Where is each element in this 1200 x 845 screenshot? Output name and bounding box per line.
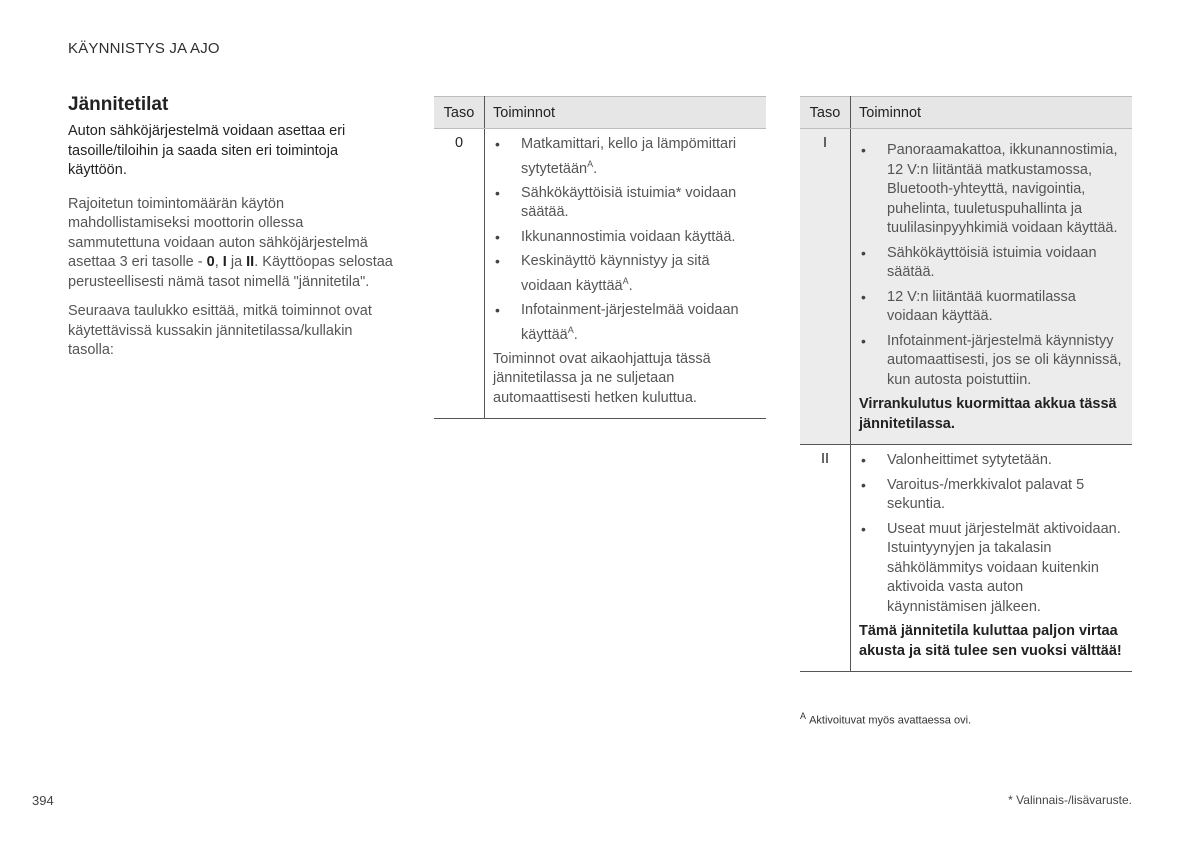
- item-text: Keskinäyttö käynnistyy ja sitä voidaan käyttää: [521, 253, 710, 294]
- column-header-functions: Toiminnot: [851, 97, 1133, 129]
- list-item: • Matkamittari, kello ja lämpömittari sytytetään$^A$.: [493, 135, 758, 179]
- column-header-level: Taso: [434, 97, 485, 129]
- section-content: [68, 94, 398, 371]
- item-text: Infotainment-järjestelmä käynnistyy automaattisesti, jos se oli käynnissä, kun autosta poistuttiin.: [887, 332, 1122, 388]
- level-i-ref: I: [222, 254, 227, 270]
- list-item: • Infotainment-järjestelmää voidaan käyttää$^A$.: [493, 301, 758, 345]
- item-text: Ikkunannostimia voidaan käyttää.: [521, 228, 736, 245]
- paragraph-rest: . Käyttöopas selostaa perusteellisesti nämä tasot nimellä "jännitetila".: [68, 254, 393, 290]
- list-item: [859, 244, 1124, 283]
- footnote-marker: A: [622, 275, 629, 286]
- functions-cell: [851, 129, 1133, 445]
- list-item: [859, 476, 1124, 515]
- section-title: Jännitetilat: [68, 94, 169, 115]
- section-paragraph-1: [68, 195, 398, 293]
- table-header-row: [800, 97, 1132, 129]
- section-intro: Auton sähköjärjestelmä voidaan asettaa eri tasoille/tiloihin ja saada siten eri toimintoja käyttöön.: [68, 123, 346, 178]
- item-text: Varoitus-/merkkivalot palavat 5 sekuntia.: [887, 476, 1085, 512]
- footnote: [800, 711, 971, 727]
- function-list: [859, 141, 1124, 390]
- table-row: [800, 445, 1132, 672]
- paragraph-separator: ,: [214, 254, 223, 270]
- footnote-marker: A: [587, 158, 594, 169]
- list-item: [493, 228, 758, 248]
- list-item: [859, 451, 1124, 471]
- level-cell: II: [800, 445, 851, 672]
- item-text: Matkamittari, kello ja lämpömittari sytytetään: [521, 136, 737, 177]
- column-header-level: Taso: [800, 97, 851, 129]
- functions-cell: [485, 129, 767, 419]
- item-text: Valonheittimet sytytetään.: [887, 452, 1052, 468]
- footnote-text: Aktivoituvat myös avattaessa ovi.: [809, 714, 972, 727]
- list-item: [859, 332, 1124, 391]
- table-warning: Tämä jännitetila kuluttaa paljon virtaa akusta ja sitä tulee sen vuoksi välttää!: [859, 623, 1122, 659]
- table-note: Toiminnot ovat aikaohjattuja tässä jännitetilassa ja ne suljetaan automaattisesti hetken kuluttua.: [493, 350, 711, 406]
- level-cell: I: [800, 129, 851, 445]
- table-row: [434, 129, 766, 419]
- item-text: 12 V:n liitäntää kuormatilassa voidaan käyttää.: [887, 288, 1076, 324]
- function-list: [493, 135, 758, 345]
- level-0-ref: 0: [206, 254, 215, 270]
- section-paragraph-2: Seuraava taulukko esittää, mitkä toiminnot ovat käytettävissä kussakin jännitetilassa/kullakin tasolla:: [68, 303, 372, 358]
- optional-equipment-note: * Valinnais-/lisävaruste.: [1008, 793, 1132, 807]
- table-warning: Virrankulutus kuormittaa akkua tässä jännitetilassa.: [859, 396, 1117, 432]
- item-text: Sähkökäyttöisiä istuimia voidaan säätää.: [887, 244, 1097, 280]
- level-ii-ref: II: [246, 254, 255, 270]
- list-item: [859, 288, 1124, 327]
- paragraph-conjunction: ja: [226, 254, 247, 270]
- list-item: [493, 184, 758, 223]
- item-text: Useat muut järjestelmät aktivoidaan. Istuintyynyjen ja takalasin sähkölämmitys voidaan kuitenkin aktivoida vasta auton käynnistämisen jälkeen.: [887, 520, 1121, 615]
- table-header-row: [434, 97, 766, 129]
- page-number: 394: [32, 793, 54, 808]
- functions-cell: [851, 445, 1133, 672]
- list-item: [859, 520, 1124, 618]
- footnote-marker: A: [567, 324, 574, 335]
- item-text: Infotainment-järjestelmää voidaan käyttää: [521, 302, 739, 343]
- chapter-header: KÄYNNISTYS JA AJO: [68, 40, 220, 57]
- voltage-table-1: [434, 96, 766, 419]
- list-item: • Keskinäyttö käynnistyy ja sitä voidaan käyttää$^A$.: [493, 252, 758, 296]
- item-text: Sähkökäyttöisiä istuimia* voidaan säätää.: [521, 184, 737, 221]
- footnote-marker: A: [800, 711, 807, 721]
- level-cell: 0: [434, 129, 485, 419]
- list-item: [859, 141, 1124, 239]
- voltage-table-2: [800, 96, 1132, 672]
- table-row: [800, 129, 1132, 445]
- column-header-functions: Toiminnot: [485, 97, 767, 129]
- paragraph-text: Rajoitetun toimintomäärän käytön mahdollistamiseksi moottorin ollessa sammutettuna voidaan auton sähköjärjestelmä asettaa 3 eri tasolle -: [68, 195, 368, 270]
- function-list: [859, 451, 1124, 617]
- item-text: Panoraamakattoa, ikkunannostimia, 12 V:n liitäntää matkustamossa, Bluetooth-yhteyttä, navigointia, puhelinta, tuuletuspuhallinta ja tuulilasinpyyhkimiä voidaan käyttää.: [887, 142, 1118, 236]
